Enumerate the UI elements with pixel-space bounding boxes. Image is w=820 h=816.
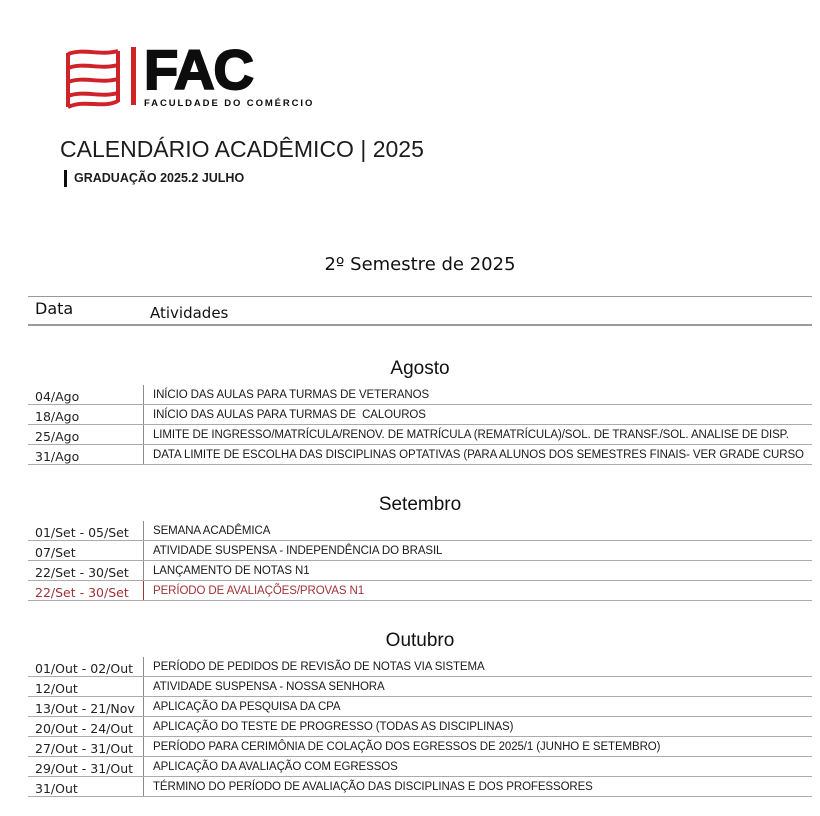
row-activity: APLICAÇÃO DA AVALIAÇÃO COM EGRESSOS — [143, 757, 812, 776]
table-row — [28, 777, 812, 797]
row-date: 27/Out - 31/Out — [35, 741, 134, 756]
row-date: 22/Set - 30/Set — [35, 565, 129, 580]
table-row — [28, 541, 812, 561]
row-date: 22/Set - 30/Set — [35, 585, 129, 600]
table-row — [28, 405, 812, 425]
month-section — [28, 630, 812, 797]
row-date: 20/Out - 24/Out — [35, 721, 134, 736]
row-activity: LANÇAMENTO DE NOTAS N1 — [143, 561, 812, 580]
row-date: 25/Ago — [35, 429, 80, 444]
column-header-activities: Atividades — [150, 304, 229, 322]
row-date: 12/Out — [35, 681, 78, 696]
logo-tagline: FACULDADE DO COMÉRCIO — [144, 98, 315, 109]
row-date: 31/Out — [35, 781, 78, 796]
table-row — [28, 757, 812, 777]
table-row — [28, 717, 812, 737]
logo-brand: FAC — [144, 38, 253, 101]
row-date: 13/Out - 21/Nov — [35, 701, 135, 716]
row-activity: INÍCIO DAS AULAS PARA TURMAS DE VETERANOS — [143, 385, 812, 404]
month-heading: Agosto — [390, 358, 450, 379]
month-heading: Outubro — [385, 630, 455, 651]
section-rows — [28, 657, 812, 797]
row-date: 01/Set - 05/Set — [35, 525, 129, 540]
table-row — [28, 697, 812, 717]
table-row — [28, 385, 812, 405]
row-date: 04/Ago — [35, 389, 80, 404]
table-row — [28, 657, 812, 677]
page-title: CALENDÁRIO ACADÊMICO | 2025 — [60, 136, 424, 162]
row-date: 18/Ago — [35, 409, 80, 424]
section-rows — [28, 521, 812, 601]
table-row — [28, 677, 812, 697]
table-row — [28, 561, 812, 581]
table-row — [28, 425, 812, 445]
page-subtitle: GRADUAÇÃO 2025.2 JULHO — [64, 170, 244, 187]
table-row — [28, 581, 812, 601]
month-heading: Setembro — [378, 494, 462, 515]
row-activity: PERÍODO PARA CERIMÔNIA DE COLAÇÃO DOS EGRESSOS DE 2025/1 (JUNHO E SETEMBRO) — [143, 737, 812, 756]
semester-title: 2º Semestre de 2025 — [324, 254, 516, 275]
month-section — [28, 494, 812, 601]
column-header-date: Data — [35, 299, 74, 318]
row-activity: APLICAÇÃO DO TESTE DE PROGRESSO (TODAS AS DISCIPLINAS) — [143, 717, 812, 736]
table-row — [28, 445, 812, 465]
row-activity: TÉRMINO DO PERÍODO DE AVALIAÇÃO DAS DISCIPLINAS E DOS PROFESSORES — [143, 777, 812, 796]
row-activity: ATIVIDADE SUSPENSA - INDEPENDÊNCIA DO BRASIL — [143, 541, 812, 560]
row-date: 29/Out - 31/Out — [35, 761, 134, 776]
table-row — [28, 737, 812, 757]
row-activity: INÍCIO DAS AULAS PARA TURMAS DE CALOUROS — [143, 405, 812, 424]
month-section — [28, 358, 812, 465]
row-activity: PERÍODO DE AVALIAÇÕES/PROVAS N1 — [143, 581, 812, 600]
table-row — [28, 521, 812, 541]
row-activity: DATA LIMITE DE ESCOLHA DAS DISCIPLINAS OPTATIVAS (PARA ALUNOS DOS SEMESTRES FINAIS- VER GRADE CURSO — [143, 445, 812, 464]
row-activity: ATIVIDADE SUSPENSA - NOSSA SENHORA — [143, 677, 812, 696]
row-activity: PERÍODO DE PEDIDOS DE REVISÃO DE NOTAS VIA SISTEMA — [143, 657, 812, 676]
table-header — [28, 296, 812, 326]
logo-divider-bar — [131, 47, 136, 105]
row-date: 01/Out - 02/Out — [35, 661, 134, 676]
row-activity: SEMANA ACADÊMICA — [143, 521, 812, 540]
row-date: 07/Set — [35, 545, 76, 560]
row-activity: LIMITE DE INGRESSO/MATRÍCULA/RENOV. DE MATRÍCULA (REMATRÍCULA)/SOL. DE TRANSF./SOL. ANALISE DE DISP. — [143, 425, 812, 444]
row-activity: APLICAÇÃO DA PESQUISA DA CPA — [143, 697, 812, 716]
row-date: 31/Ago — [35, 449, 80, 464]
fac-logo — [64, 38, 315, 109]
book-pages-icon — [64, 45, 122, 109]
section-rows — [28, 385, 812, 465]
